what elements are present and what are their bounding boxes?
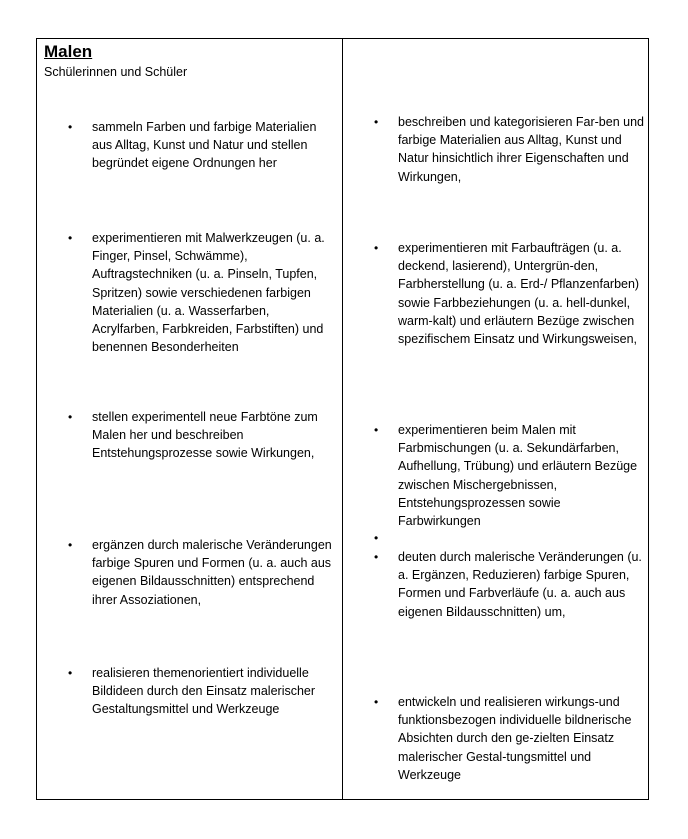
bullet-icon: • <box>374 241 379 255</box>
bullet-icon: • <box>68 120 73 134</box>
bullet-icon: • <box>374 550 379 564</box>
left-list-item <box>68 536 338 609</box>
right-list-item <box>374 693 644 784</box>
left-item-text: ergänzen durch malerische Veränderungen farbige Spuren und Formen (u. a. auch aus eigenen Bildausschnitten) entsprechend ihrer Assoziationen, <box>92 538 332 607</box>
left-list-item <box>68 118 338 173</box>
left-item-text: realisieren themenorientiert individuelle Bildideen durch den Einsatz malerischer Gestaltungsmittel und Werkzeuge <box>92 666 316 717</box>
left-item-text: sammeln Farben und farbige Materialien aus Alltag, Kunst und Natur und stellen begründet eigene Ordnungen her <box>92 120 317 171</box>
bullet-icon: • <box>68 231 73 245</box>
empty-bullet-icon: • <box>374 531 379 545</box>
bullet-icon: • <box>68 538 73 552</box>
right-list-item <box>374 421 644 530</box>
bullet-icon: • <box>374 695 379 709</box>
left-item-text: experimentieren mit Malwerkzeugen (u. a. Finger, Pinsel, Schwämme), Auftragstechniken (u. a. Pinseln, Tupfen, Spritzen) sowie verschiedenen farbigen Materialien (u. a. Wasserfarben, Acrylfarben, Farbkreiden, Farbstiften) und benennen Besonderheiten <box>92 231 325 355</box>
left-list-item <box>68 664 338 719</box>
left-item-text: stellen experimentell neue Farbtöne zum Malen her und beschreiben Entstehungsprozesse sowie Wirkungen, <box>92 410 318 461</box>
right-list-item <box>374 113 644 186</box>
bullet-icon: • <box>374 423 379 437</box>
column-divider <box>342 39 343 799</box>
bullet-icon: • <box>68 410 73 424</box>
right-list-item <box>374 239 644 348</box>
section-subtitle: Schülerinnen und Schüler <box>44 65 188 79</box>
right-item-text: experimentieren mit Farbaufträgen (u. a. deckend, lasierend), Untergrün-den, Farbherstellung (u. a. Erd-/ Pflanzenfarben) sowie Farbbeziehungen (u. a. hell-dunkel, warm-kalt) und erläutern Bezüge zwischen spezifischem Einsatz und Wirkungsweisen, <box>398 241 640 347</box>
right-item-text: deuten durch malerische Veränderungen (u. a. Ergänzen, Reduzieren) farbige Spuren, Formen und Farbverläufe (u. a. auch aus eigenen Bildausschnitten) um, <box>398 550 642 619</box>
left-list-item <box>68 408 322 463</box>
left-list-item <box>68 229 338 356</box>
bullet-icon: • <box>68 666 73 680</box>
right-item-text: entwickeln und realisieren wirkungs-und funktionsbezogen individuelle bildnerische Absichten durch den ge-zielten Einsatz malerischer Gestal-tungsmittel und Werkzeuge <box>398 695 632 782</box>
right-item-text: experimentieren beim Malen mit Farbmischungen (u. a. Sekundärfarben, Aufhellung, Trübung) und erläutern Bezüge zwischen Mischergebnissen, Entstehungsprozessen sowie Farbwirkungen <box>398 423 638 529</box>
right-item-text: beschreiben und kategorisieren Far-ben und farbige Materialien aus Alltag, Kunst und Natur hinsichtlich ihrer Eigenschaften und Wirkungen, <box>398 115 644 184</box>
bullet-icon: • <box>374 115 379 129</box>
section-title: Malen <box>44 42 93 61</box>
right-list-item <box>374 548 644 621</box>
